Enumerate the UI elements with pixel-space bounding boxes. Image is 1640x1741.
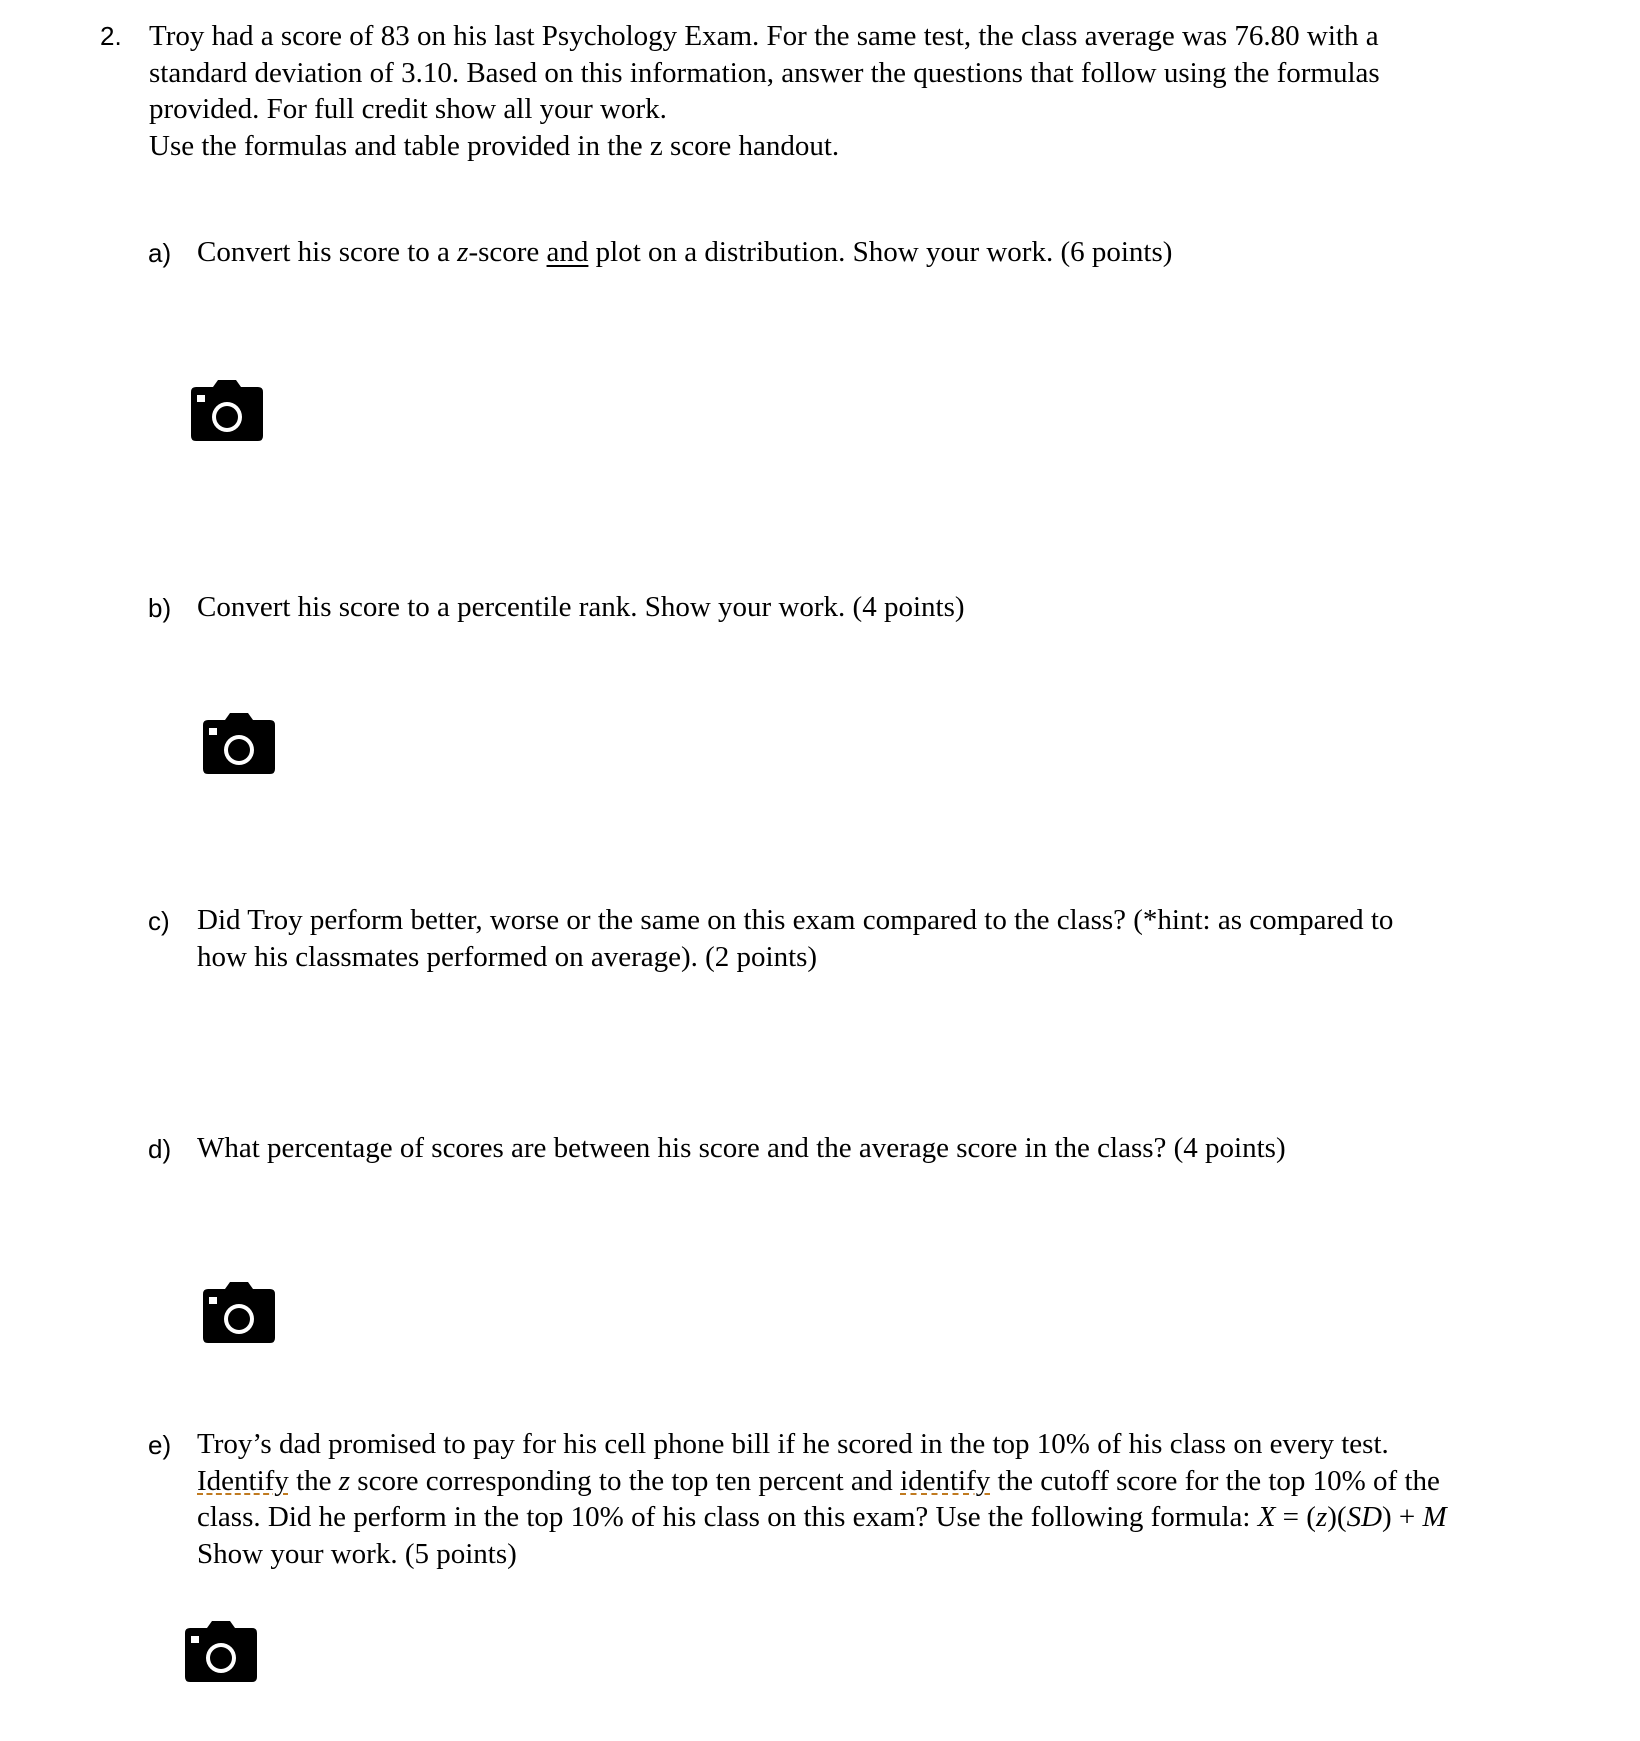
part-b-label: b) — [148, 593, 172, 623]
part-a-z: z — [457, 236, 469, 268]
intro-line: Troy had a score of 83 on his last Psychology Exam. For the same test, the class average was 76.80 with a — [149, 20, 1379, 52]
camera-icon[interactable] — [203, 712, 275, 774]
part-b-text: Convert his score to a percentile rank. Show your work. (4 points) — [197, 591, 965, 623]
part-c-text — [197, 902, 1393, 975]
part-e-label: e) — [148, 1430, 172, 1460]
part-a-and: and — [546, 236, 589, 268]
spell-flag[interactable]: identify — [900, 1464, 991, 1497]
part-a-text-3: -score — [468, 236, 547, 268]
part-a-text — [197, 234, 1172, 271]
intro-line: provided. For full credit show all your work. — [149, 93, 667, 125]
camera-icon[interactable] — [191, 379, 263, 441]
part-d-label: d) — [148, 1134, 172, 1164]
intro-line: standard deviation of 3.10. Based on this information, answer the questions that follow using the formulas — [149, 56, 1380, 89]
part-e-line: Troy’s dad promised to pay for his cell phone bill if he scored in the top 10% of his class on every test. — [197, 1428, 1389, 1460]
spell-flag[interactable]: Identify — [197, 1464, 289, 1497]
question-number: 2. — [100, 21, 122, 51]
camera-icon[interactable] — [185, 1620, 257, 1682]
part-e-text — [197, 1426, 1447, 1572]
part-c-label: c) — [148, 906, 170, 936]
part-a-label: a) — [148, 238, 172, 268]
part-e-line: class. Did he perform in the top 10% of his class on this exam? Use the following formula: X = (z)(SD) + M — [197, 1501, 1447, 1533]
part-d-text: What percentage of scores are between his score and the average score in the class? (4 points) — [197, 1132, 1286, 1164]
camera-icon[interactable] — [203, 1281, 275, 1343]
part-c-line: Did Troy perform better, worse or the same on this exam compared to the class? (*hint: as compared to — [197, 904, 1394, 936]
part-e-line: Identify the z score corresponding to the top ten percent and identify the cutoff score for the top 10% of the — [197, 1464, 1440, 1497]
part-a-text-5: plot on a distribution. Show your work. (6 points) — [588, 236, 1173, 268]
part-c-line: how his classmates performed on average). (2 points) — [197, 940, 818, 973]
part-e-line: Show your work. (5 points) — [197, 1537, 517, 1570]
part-a-text-1: Convert his score to a — [197, 236, 458, 268]
intro-line: Use the formulas and table provided in the z score handout. — [149, 129, 840, 162]
question-intro — [149, 18, 1569, 164]
